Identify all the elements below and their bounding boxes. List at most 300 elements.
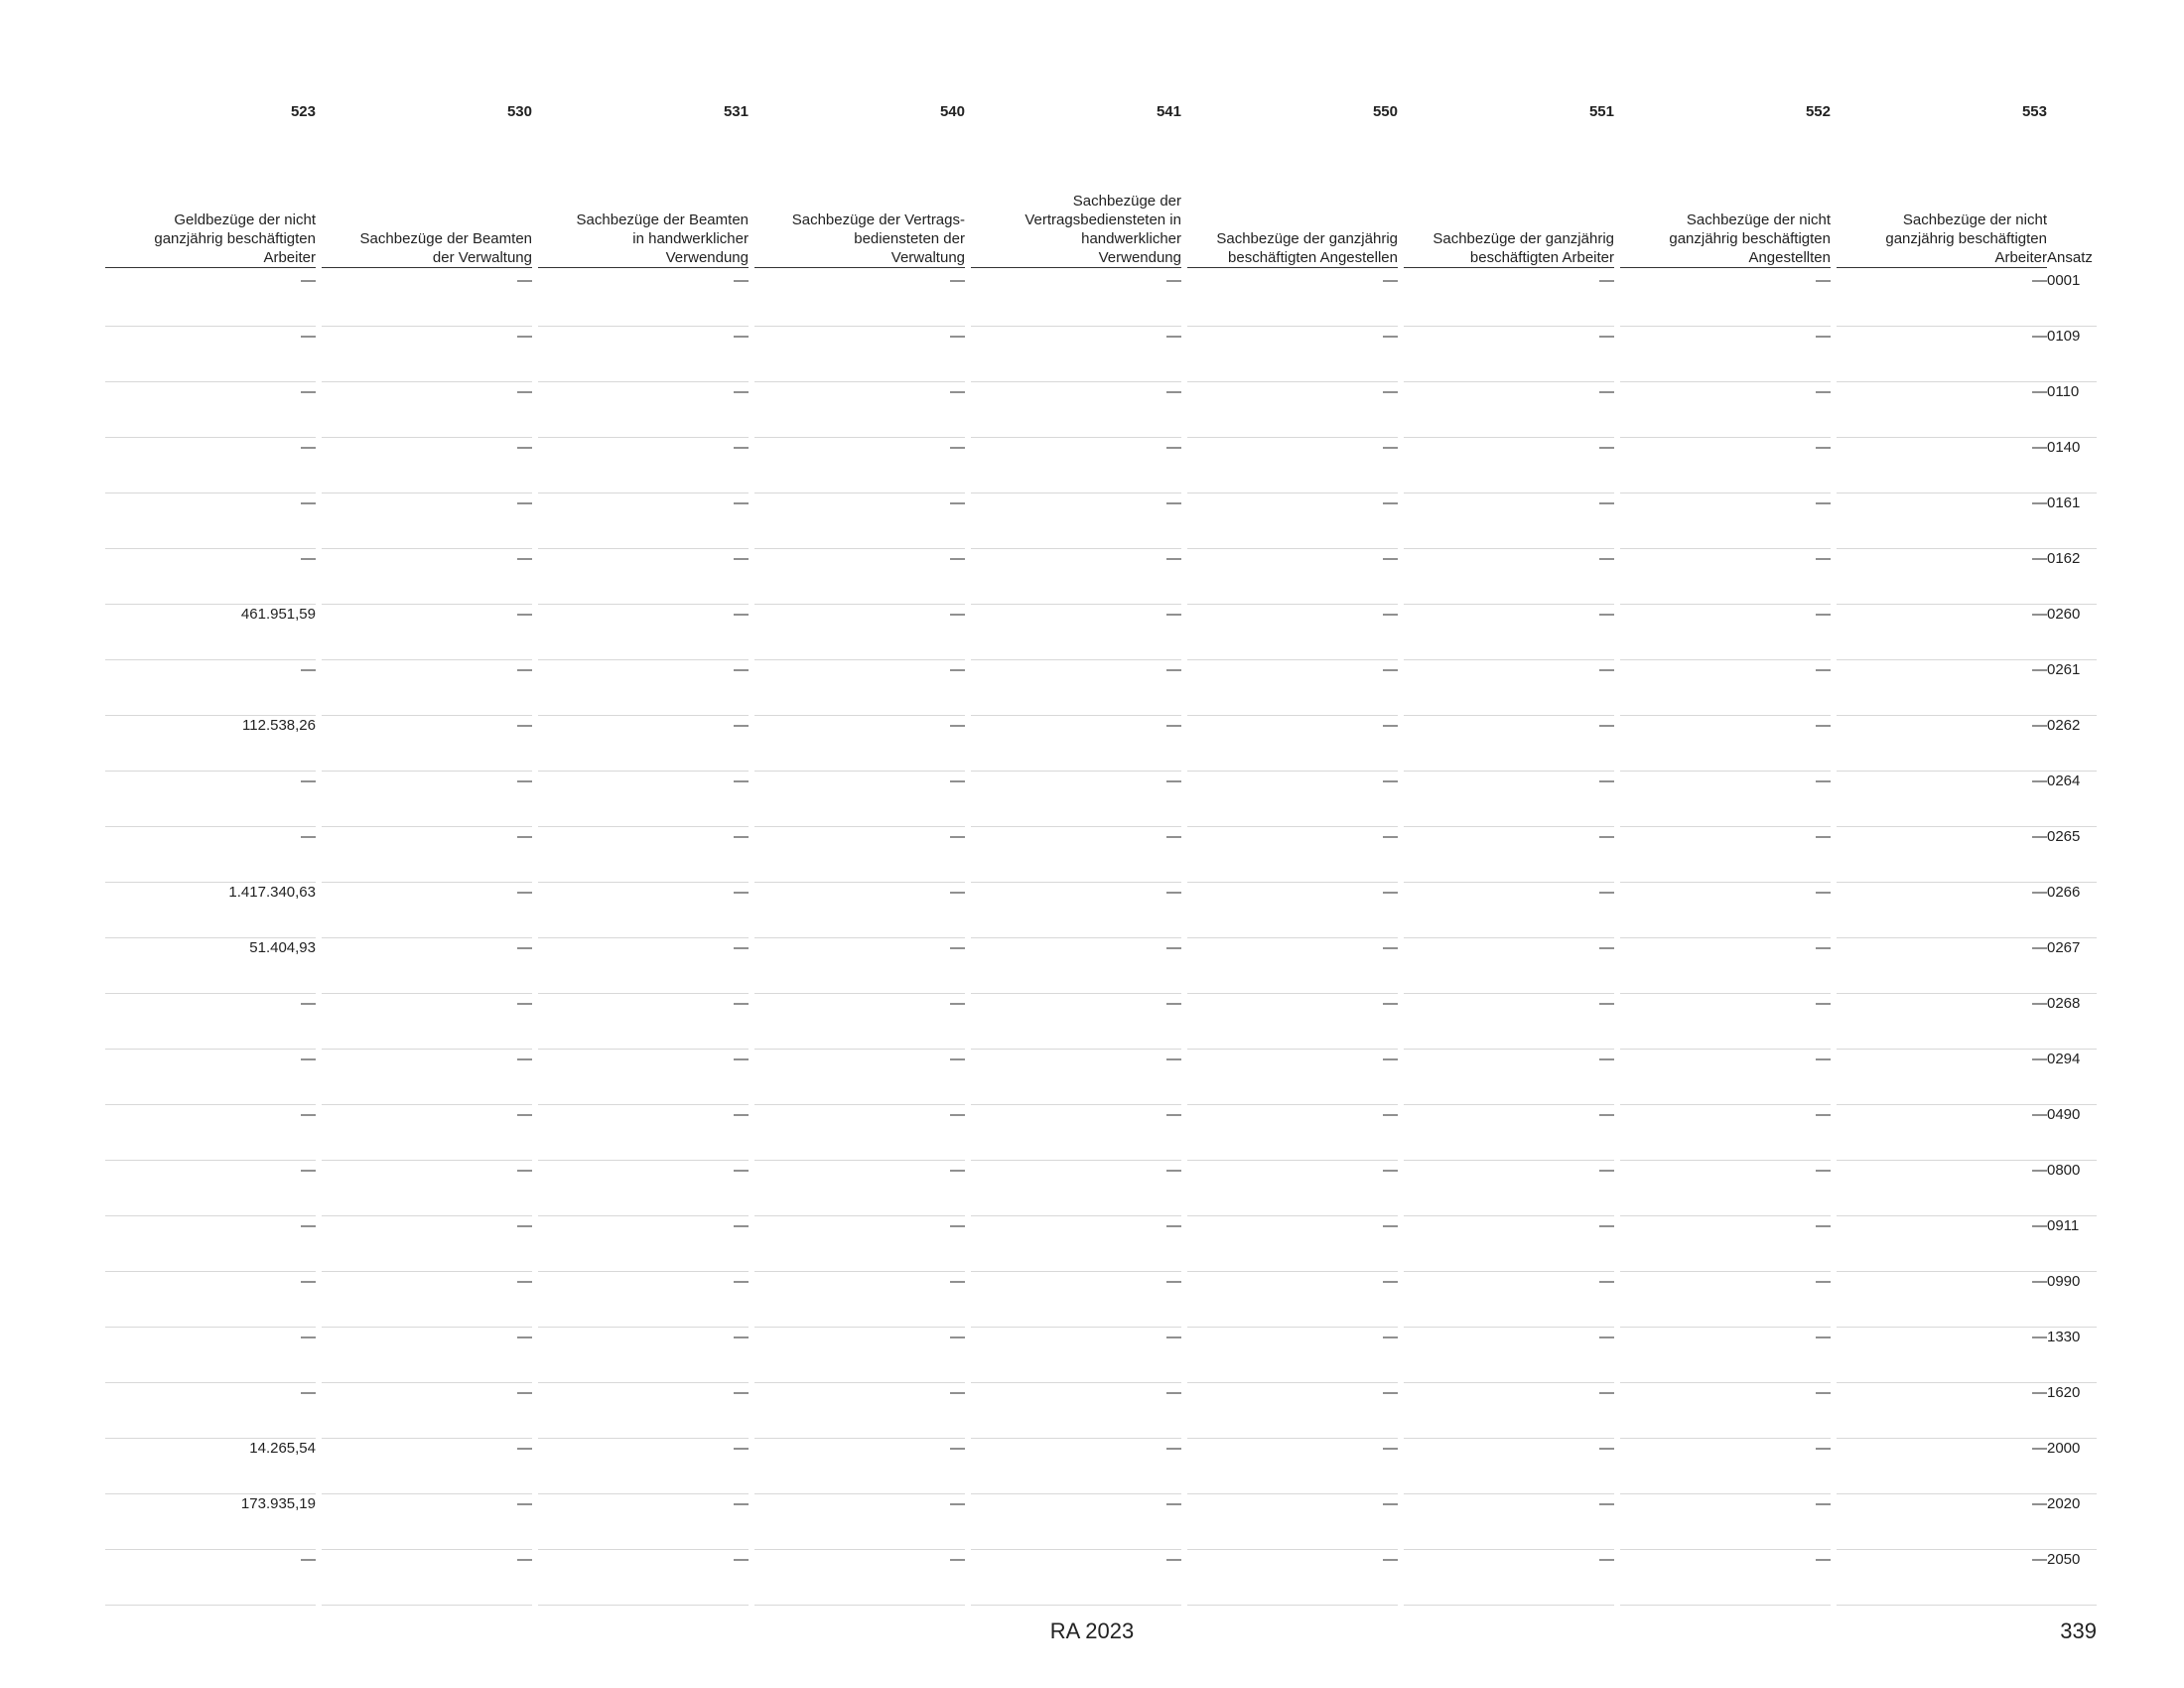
table-cell: — — [734, 1495, 749, 1512]
row-divider — [754, 437, 965, 438]
row-divider — [754, 771, 965, 772]
column-header-line: Sachbezüge der — [1072, 193, 1181, 210]
row-divider — [538, 381, 749, 382]
row-divider — [1620, 1271, 1831, 1272]
table-cell: — — [1816, 661, 1831, 678]
row-divider — [1404, 1104, 1614, 1105]
row-divider — [538, 1271, 749, 1272]
row-divider — [1404, 993, 1614, 994]
row-divider — [538, 437, 749, 438]
row-divider — [1187, 1271, 1398, 1272]
row-divider — [322, 826, 532, 827]
row-divider — [2047, 1549, 2097, 1550]
table-cell: — — [1816, 494, 1831, 511]
row-divider — [538, 1049, 749, 1050]
row-divider — [1620, 937, 1831, 938]
row-divider — [1620, 1605, 1831, 1606]
row-divider — [1620, 1493, 1831, 1494]
table-cell: — — [301, 383, 316, 400]
column-code: 550 — [1372, 103, 1398, 120]
table-cell: — — [1599, 1551, 1614, 1568]
row-divider — [2047, 604, 2097, 605]
table-cell: — — [1599, 550, 1614, 567]
table-cell: — — [517, 1384, 532, 1401]
row-divider — [1620, 492, 1831, 493]
row-divider — [322, 548, 532, 549]
row-divider — [1620, 437, 1831, 438]
table-cell: — — [1383, 1273, 1398, 1290]
row-divider — [1620, 1104, 1831, 1105]
table-cell: — — [2032, 884, 2047, 901]
table-cell: — — [301, 272, 316, 289]
table-cell: — — [950, 661, 965, 678]
row-divider — [1187, 715, 1398, 716]
row-divider — [754, 548, 965, 549]
row-divider — [1837, 937, 2047, 938]
row-divider — [1404, 604, 1614, 605]
table-cell: — — [1599, 1217, 1614, 1234]
row-divider — [105, 1605, 316, 1606]
table-cell: 112.538,26 — [242, 717, 316, 734]
column-header — [105, 211, 316, 268]
table-cell: — — [517, 439, 532, 456]
column-code: 531 — [723, 103, 749, 120]
table-cell: — — [1383, 995, 1398, 1012]
table-cell: — — [517, 939, 532, 956]
ansatz-code: 0261 — [2047, 661, 2081, 678]
table-cell: — — [734, 383, 749, 400]
row-divider — [322, 659, 532, 660]
row-divider — [971, 1327, 1181, 1328]
table-cell: — — [301, 828, 316, 845]
row-divider — [971, 1160, 1181, 1161]
row-divider — [1187, 437, 1398, 438]
row-divider — [1404, 492, 1614, 493]
row-divider — [971, 771, 1181, 772]
row-divider — [1404, 1382, 1614, 1383]
table-cell: — — [1816, 272, 1831, 289]
table-cell: — — [2032, 1440, 2047, 1457]
table-cell: — — [950, 939, 965, 956]
table-cell: — — [1383, 272, 1398, 289]
table-cell: — — [2032, 494, 2047, 511]
row-divider — [754, 1438, 965, 1439]
table-cell: — — [517, 383, 532, 400]
table-cell: — — [2032, 1384, 2047, 1401]
row-divider — [1187, 771, 1398, 772]
column-header — [538, 211, 749, 268]
row-divider — [322, 1271, 532, 1272]
row-divider — [1620, 1438, 1831, 1439]
row-divider — [1837, 326, 2047, 327]
row-divider — [1187, 1104, 1398, 1105]
row-divider — [1620, 882, 1831, 883]
table-cell: 51.404,93 — [249, 939, 316, 956]
ansatz-code: 1620 — [2047, 1384, 2081, 1401]
row-divider — [1837, 771, 2047, 772]
table-cell: — — [1599, 272, 1614, 289]
page-number: 339 — [2060, 1618, 2097, 1643]
row-divider — [971, 937, 1181, 938]
table-cell: — — [1166, 773, 1181, 789]
row-divider — [971, 826, 1181, 827]
ansatz-code: 0990 — [2047, 1273, 2081, 1290]
table-cell: — — [1166, 995, 1181, 1012]
row-divider — [322, 1049, 532, 1050]
row-divider — [1620, 1549, 1831, 1550]
table-cell: — — [2032, 383, 2047, 400]
table-cell: — — [1383, 828, 1398, 845]
row-divider — [1404, 326, 1614, 327]
row-divider — [1837, 1327, 2047, 1328]
table-cell: — — [950, 773, 965, 789]
row-divider — [754, 993, 965, 994]
table-cell: — — [1166, 494, 1181, 511]
row-divider — [105, 715, 316, 716]
row-divider — [1404, 1493, 1614, 1494]
row-divider — [1187, 492, 1398, 493]
row-divider — [538, 1104, 749, 1105]
row-divider — [1620, 548, 1831, 549]
row-divider — [538, 1438, 749, 1439]
row-divider — [754, 715, 965, 716]
table-cell: — — [734, 939, 749, 956]
table-cell: — — [517, 1329, 532, 1345]
row-divider — [1404, 882, 1614, 883]
row-divider — [105, 548, 316, 549]
table-cell: — — [301, 773, 316, 789]
row-divider — [1404, 1327, 1614, 1328]
table-cell: — — [1166, 884, 1181, 901]
row-divider — [971, 1049, 1181, 1050]
row-divider — [105, 381, 316, 382]
table-cell: — — [2032, 439, 2047, 456]
table-cell: — — [734, 272, 749, 289]
column-code: 541 — [1156, 103, 1181, 120]
table-cell: — — [2032, 828, 2047, 845]
ansatz-code: 0265 — [2047, 828, 2081, 845]
row-divider — [754, 659, 965, 660]
table-cell: — — [1166, 717, 1181, 734]
table-cell: — — [2032, 995, 2047, 1012]
table-cell: — — [1383, 383, 1398, 400]
row-divider — [105, 604, 316, 605]
table-cell: — — [1599, 1106, 1614, 1123]
table-cell: — — [1166, 661, 1181, 678]
table-cell: — — [1383, 717, 1398, 734]
row-divider — [1187, 1493, 1398, 1494]
row-divider — [322, 326, 532, 327]
column-header-line: Sachbezüge der nicht — [1902, 211, 2047, 228]
table-cell: — — [734, 1551, 749, 1568]
row-divider — [2047, 1438, 2097, 1439]
table-cell: — — [1166, 1106, 1181, 1123]
row-divider — [2047, 326, 2097, 327]
table-cell: — — [734, 773, 749, 789]
table-cell: — — [301, 1329, 316, 1345]
row-divider — [754, 1215, 965, 1216]
row-divider — [1837, 715, 2047, 716]
table-cell: — — [950, 328, 965, 345]
row-divider — [754, 604, 965, 605]
row-divider — [105, 1382, 316, 1383]
row-divider — [322, 492, 532, 493]
table-cell: — — [734, 1051, 749, 1067]
row-divider — [1187, 548, 1398, 549]
row-divider — [1837, 548, 2047, 549]
table-cell: — — [1383, 884, 1398, 901]
report-footer-label: RA 2023 — [1049, 1618, 1135, 1643]
row-divider — [2047, 882, 2097, 883]
table-cell: — — [1383, 606, 1398, 623]
table-cell: — — [301, 1384, 316, 1401]
column-header-line: ganzjährig beschäftigten — [1885, 230, 2047, 247]
table-cell: — — [734, 1217, 749, 1234]
row-divider — [2047, 1327, 2097, 1328]
row-divider — [971, 437, 1181, 438]
row-divider — [1620, 826, 1831, 827]
ansatz-code: 0294 — [2047, 1051, 2081, 1067]
row-divider — [1187, 937, 1398, 938]
table-cell: — — [950, 439, 965, 456]
row-divider — [1837, 1549, 2047, 1550]
table-cell: 461.951,59 — [240, 606, 316, 623]
table-cell: — — [2032, 1273, 2047, 1290]
table-cell: — — [1816, 1273, 1831, 1290]
table-cell: — — [1816, 1495, 1831, 1512]
row-divider — [105, 937, 316, 938]
row-divider — [971, 1549, 1181, 1550]
table-cell: — — [1599, 1051, 1614, 1067]
table-cell: — — [1816, 1162, 1831, 1179]
ansatz-code: 0110 — [2047, 383, 2080, 400]
row-divider — [971, 993, 1181, 994]
table-cell: — — [301, 1273, 316, 1290]
table-cell: — — [734, 884, 749, 901]
row-divider — [971, 1605, 1181, 1606]
row-divider — [1620, 1215, 1831, 1216]
row-divider — [322, 1327, 532, 1328]
table-cell: — — [2032, 328, 2047, 345]
column-header-line: Verwendung — [665, 249, 749, 266]
row-divider — [2047, 492, 2097, 493]
row-divider — [1404, 1049, 1614, 1050]
column-header — [1620, 211, 1831, 268]
table-cell: — — [734, 995, 749, 1012]
table-cell: — — [1166, 272, 1181, 289]
row-divider — [2047, 1215, 2097, 1216]
row-divider — [2047, 1493, 2097, 1494]
table-cell: — — [1599, 606, 1614, 623]
row-divider — [971, 381, 1181, 382]
table-cell: 173.935,19 — [240, 1495, 316, 1512]
table-cell: — — [2032, 1551, 2047, 1568]
table-cell: 14.265,54 — [249, 1440, 316, 1457]
row-divider — [1837, 882, 2047, 883]
row-divider — [1620, 1382, 1831, 1383]
column-header — [1187, 229, 1398, 268]
table-cell: — — [2032, 661, 2047, 678]
row-divider — [538, 826, 749, 827]
row-divider — [2047, 1049, 2097, 1050]
row-divider — [971, 1104, 1181, 1105]
table-cell: — — [517, 828, 532, 845]
table-cell: — — [1166, 439, 1181, 456]
row-divider — [2047, 437, 2097, 438]
column-header-line: Angestellten — [1748, 249, 1831, 266]
table-cell: — — [517, 1217, 532, 1234]
row-divider — [1620, 1327, 1831, 1328]
table-cell: — — [1599, 661, 1614, 678]
table-cell: — — [1166, 828, 1181, 845]
table-cell: — — [1383, 1106, 1398, 1123]
row-divider — [1837, 437, 2047, 438]
row-divider — [538, 937, 749, 938]
table-cell: — — [1166, 1440, 1181, 1457]
row-divider — [322, 1493, 532, 1494]
table-cell: — — [1816, 328, 1831, 345]
row-divider — [1620, 771, 1831, 772]
row-divider — [1620, 381, 1831, 382]
row-divider — [971, 1215, 1181, 1216]
table-cell: — — [950, 606, 965, 623]
table-cell: — — [517, 717, 532, 734]
table-cell: — — [517, 995, 532, 1012]
table-cell: — — [734, 1329, 749, 1345]
table-cell: — — [517, 1273, 532, 1290]
row-divider — [1404, 937, 1614, 938]
table-cell: — — [1599, 1162, 1614, 1179]
row-divider — [1404, 1438, 1614, 1439]
row-divider — [754, 1549, 965, 1550]
table-cell: — — [1599, 939, 1614, 956]
table-cell: — — [1383, 1440, 1398, 1457]
ansatz-code: 0911 — [2047, 1217, 2080, 1234]
row-divider — [105, 492, 316, 493]
row-divider — [538, 492, 749, 493]
column-header-line: Sachbezüge der ganzjährig — [1216, 230, 1398, 247]
row-divider — [2047, 1605, 2097, 1606]
row-divider — [1837, 1438, 2047, 1439]
table-cell: — — [1816, 828, 1831, 845]
row-divider — [322, 381, 532, 382]
row-divider — [1620, 1049, 1831, 1050]
table-cell: — — [1166, 1384, 1181, 1401]
row-divider — [1837, 1104, 2047, 1105]
row-divider — [538, 771, 749, 772]
column-code: 551 — [1588, 103, 1614, 120]
table-cell: — — [301, 1106, 316, 1123]
table-cell: — — [1816, 1329, 1831, 1345]
table-cell: — — [950, 884, 965, 901]
table-cell: — — [1816, 1384, 1831, 1401]
table-cell: — — [301, 1551, 316, 1568]
row-divider — [322, 1215, 532, 1216]
row-divider — [2047, 826, 2097, 827]
column-header-line: Vertragsbediensteten in — [1024, 211, 1181, 228]
table-cell: — — [1816, 1440, 1831, 1457]
table-cell: — — [1383, 661, 1398, 678]
row-divider — [1837, 1493, 2047, 1494]
row-divider — [754, 326, 965, 327]
table-cell: — — [734, 1273, 749, 1290]
row-divider — [1187, 381, 1398, 382]
table-cell: — — [301, 1051, 316, 1067]
table-cell: — — [734, 439, 749, 456]
table-cell: — — [517, 328, 532, 345]
row-divider — [1404, 659, 1614, 660]
row-divider — [1187, 1382, 1398, 1383]
row-divider — [1187, 1438, 1398, 1439]
row-divider — [1837, 1160, 2047, 1161]
table-cell: — — [950, 828, 965, 845]
table-cell: — — [1599, 383, 1614, 400]
row-divider — [2047, 1160, 2097, 1161]
column-header — [1837, 211, 2047, 268]
table-cell: — — [2032, 1217, 2047, 1234]
column-header-line: bediensteten der — [854, 230, 965, 247]
table-cell: — — [950, 383, 965, 400]
table-cell: — — [1816, 995, 1831, 1012]
row-divider — [105, 437, 316, 438]
table-cell: — — [1816, 773, 1831, 789]
ansatz-code: 0800 — [2047, 1162, 2081, 1179]
table-cell: — — [301, 550, 316, 567]
table-cell: — — [1383, 1551, 1398, 1568]
row-divider — [538, 1382, 749, 1383]
ansatz-code: 2050 — [2047, 1551, 2081, 1568]
table-cell: — — [2032, 1495, 2047, 1512]
row-divider — [1404, 1160, 1614, 1161]
row-divider — [754, 826, 965, 827]
row-divider — [971, 659, 1181, 660]
table-cell: — — [517, 606, 532, 623]
ansatz-code: 1330 — [2047, 1329, 2081, 1345]
row-divider — [971, 1271, 1181, 1272]
table-cell: — — [2032, 550, 2047, 567]
row-divider — [1404, 826, 1614, 827]
row-divider — [1837, 1271, 2047, 1272]
row-divider — [754, 492, 965, 493]
table-cell: — — [1816, 606, 1831, 623]
table-cell: — — [517, 661, 532, 678]
row-divider — [971, 1438, 1181, 1439]
table-cell: — — [2032, 939, 2047, 956]
row-divider — [105, 1493, 316, 1494]
row-divider — [105, 993, 316, 994]
table-cell: — — [1383, 773, 1398, 789]
table-cell: — — [1816, 1217, 1831, 1234]
row-divider — [1404, 1605, 1614, 1606]
row-divider — [1187, 326, 1398, 327]
row-divider — [1837, 1382, 2047, 1383]
ansatz-code: 0109 — [2047, 328, 2081, 345]
table-cell: — — [950, 995, 965, 1012]
row-divider — [1404, 715, 1614, 716]
row-divider — [538, 882, 749, 883]
row-divider — [1187, 659, 1398, 660]
table-cell: — — [1166, 1329, 1181, 1345]
table-cell: — — [1383, 1162, 1398, 1179]
row-divider — [754, 1271, 965, 1272]
column-header-line: Arbeiter — [1994, 249, 2047, 266]
table-cell: — — [2032, 1106, 2047, 1123]
table-cell: — — [1166, 1217, 1181, 1234]
row-divider — [1187, 1160, 1398, 1161]
table-cell: — — [517, 1440, 532, 1457]
table-cell: — — [301, 995, 316, 1012]
row-divider — [1404, 1215, 1614, 1216]
